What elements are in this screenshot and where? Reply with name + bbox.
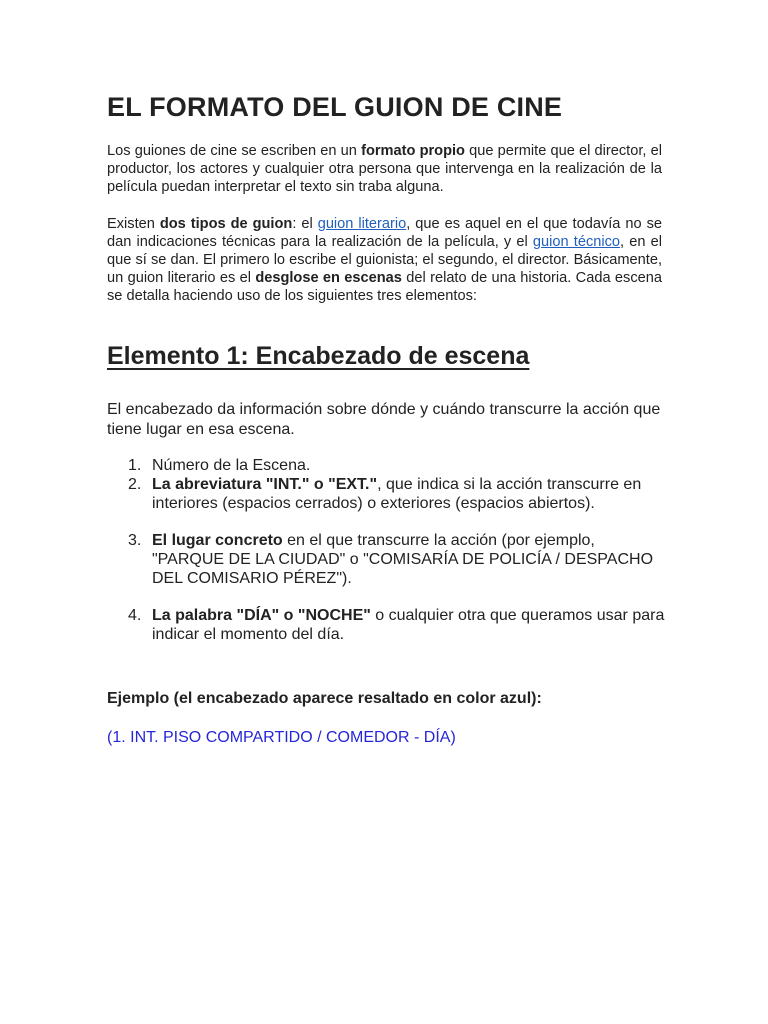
intro-bold: formato propio: [361, 143, 465, 159]
example-heading: Ejemplo (el encabezado aparece resaltado en color azul):: [107, 690, 542, 707]
list-text: en el que transcurre la acción (por ejemplo, "PARQUE DE LA CIUDAD" o "COMISARÍA DE POLICÍA / DESPACHO DEL COMISARIO PÉREZ").: [152, 532, 654, 587]
list-item: [107, 531, 667, 588]
types-text: , que es aquel en el que todavía no se dan indicaciones técnicas para la realización de la película, y el: [107, 216, 663, 250]
page-title: EL FORMATO DEL GUION DE CINE: [107, 92, 563, 122]
list-text: o cualquier otra que queramos usar para indicar el momento del día.: [152, 607, 665, 643]
list-item: [107, 475, 667, 513]
list-bold: La palabra "DÍA" o "NOCHE": [152, 607, 371, 624]
list-text: Número de la Escena.: [152, 457, 311, 474]
list-text: , que indica si la acción transcurre en interiores (espacios cerrados) o exteriores (espacios abiertos).: [152, 476, 642, 512]
list-item: [107, 606, 667, 644]
list-number: 3.: [128, 532, 142, 549]
intro-text-end: que permite que el director, el productor, los actores y cualquier otra persona que intervenga en la realización de la película puedan interpretar el texto sin traba alguna.: [107, 143, 662, 195]
types-bold: dos tipos de guion: [159, 216, 293, 232]
intro-text: Los guiones de cine se escriben en un: [107, 143, 362, 159]
types-text: , en el que sí se dan. El primero lo escribe el guionista; el segundo, el director. Básicamente, un guion literario es el: [107, 234, 662, 286]
example-scene-heading: (1. INT. PISO COMPARTIDO / COMEDOR - DÍA): [107, 729, 456, 746]
guion-literario-link[interactable]: guion literario: [317, 216, 407, 232]
section-intro: El encabezado da información sobre dónde y cuándo transcurre la acción que tiene lugar en esa escena.: [107, 401, 661, 438]
list-number: 2.: [128, 476, 142, 493]
intro-paragraph: [107, 142, 662, 196]
types-text-end: del relato de una historia. Cada escena se detalla haciendo uso de los siguientes tres elementos:: [107, 270, 662, 304]
desglose-bold: desglose en escenas: [255, 270, 402, 286]
types-text: Existen: [107, 216, 160, 232]
types-paragraph: [107, 215, 662, 305]
types-text: : el: [292, 216, 318, 232]
list-bold: La abreviatura "INT." o "EXT.": [152, 476, 378, 493]
list-number: 4.: [128, 607, 142, 624]
section-heading: Elemento 1: Encabezado de escena: [107, 342, 530, 370]
list-bold: El lugar concreto: [152, 532, 283, 549]
list-item: [107, 456, 667, 475]
list-number: 1.: [128, 457, 142, 474]
elements-list: [107, 456, 667, 644]
guion-tecnico-link[interactable]: guion técnico: [532, 234, 621, 250]
